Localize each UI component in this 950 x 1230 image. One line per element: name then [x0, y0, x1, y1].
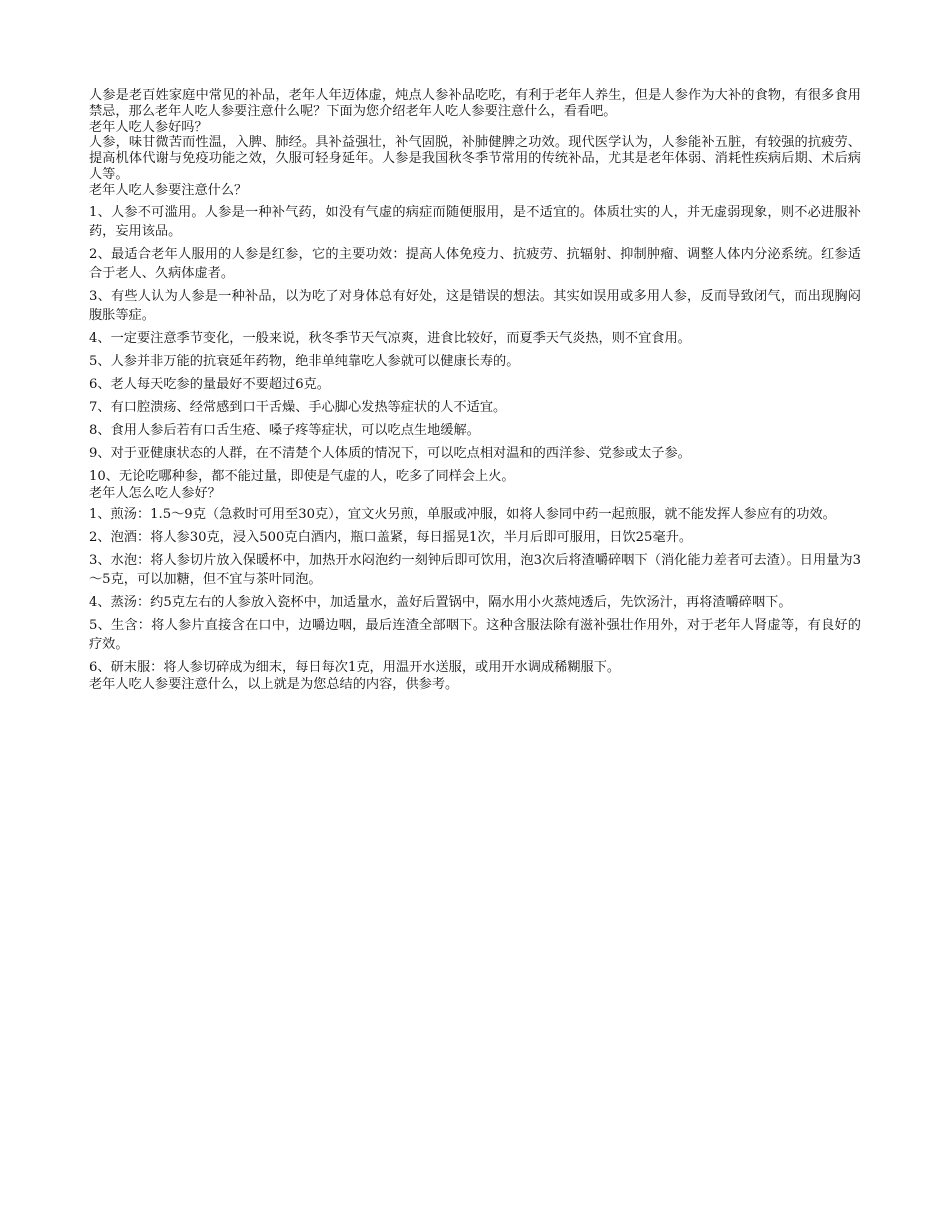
section-heading-benefits: 老年人吃人参好吗？	[89, 119, 208, 135]
list-item: 6、老人每天吃参的量最好不要超过6克。	[89, 376, 330, 392]
article	[89, 88, 861, 693]
list-item: 1、煎汤：1.5～9克（急救时可用至30克），宜文火另煎，单服或冲服，如将人参同中药一起煎服，就不能发挥人参应有的功效。	[89, 507, 836, 523]
list-item: 1、人参不可滥用。人参是一种补气药，如没有气虚的病症而随便服用，是不适宜的。体质壮实的人，并无虚弱现象，则不必进服补药，妄用该品。	[89, 204, 861, 239]
intro-paragraph: 人参是老百姓家庭中常见的补品，老年人年迈体虚，炖点人参补品吃吃，有利于老年人养生，但是人参作为大补的食物，有很多食用禁忌，那么老年人吃人参要注意什么呢？下面为您介绍老年人吃人参要注意什么，看看吧。	[89, 88, 861, 119]
conclusion-paragraph: 老年人吃人参要注意什么，以上就是为您总结的内容，供参考。	[89, 677, 459, 693]
list-item: 7、有口腔溃疡、经常感到口干舌燥、手心脚心发热等症状的人不适宜。	[89, 399, 507, 415]
list-item: 9、对于亚健康状态的人群，在不清楚个人体质的情况下，可以吃点相对温和的西洋参、党参或太子参。	[89, 445, 691, 461]
list-item: 2、泡酒：将人参30克，浸入500克白酒内，瓶口盖紧，每日摇晃1次，半月后即可服用，日饮25毫升。	[89, 530, 693, 546]
section-heading-precautions: 老年人吃人参要注意什么？	[89, 182, 248, 198]
list-item: 6、研末服：将人参切碎成为细末，每日每次1克，用温开水送服，或用开水调成稀糊服下。	[89, 660, 621, 676]
list-item: 2、最适合老年人服用的人参是红参，它的主要功效：提高人体免疫力、抗疲劳、抗辐射、抑制肿瘤、调整人体内分泌系统。红参适合于老人、久病体虚者。	[89, 246, 861, 281]
list-item: 4、一定要注意季节变化，一般来说，秋冬季节天气凉爽，进食比较好，而夏季天气炎热，则不宜食用。	[89, 330, 691, 346]
precautions-list	[89, 203, 861, 486]
benefits-paragraph: 人参，味甘微苦而性温，入脾、肺经。具补益强壮，补气固脱，补肺健脾之功效。现代医学认为，人参能补五脏，有较强的抗疲劳、提高机体代谢与免疫功能之效，久服可轻身延年。人参是我国秋冬季节常用的传统补品，尤其是老年体弱、消耗性疾病后期、术后病人等。	[89, 135, 861, 182]
section-heading-methods: 老年人怎么吃人参好？	[89, 485, 221, 501]
list-item: 3、有些人认为人参是一种补品，以为吃了对身体总有好处，这是错误的想法。其实如误用或多用人参，反而导致闭气，而出现胸闷腹胀等症。	[89, 288, 861, 323]
list-item: 5、人参并非万能的抗衰延年药物，绝非单纯靠吃人参就可以健康长寿的。	[89, 353, 520, 369]
list-item: 5、生含：将人参片直接含在口中，边嚼边咽，最后连渣全部咽下。这种含服法除有滋补强壮作用外，对于老年人肾虚等，有良好的疗效。	[89, 618, 861, 653]
list-item: 3、水泡：将人参切片放入保暖杯中，加热开水闷泡约一刻钟后即可饮用，泡3次后将渣嚼碎咽下（消化能力差者可去渣）。日用量为3～5克，可以加糖，但不宜与茶叶同泡。	[89, 553, 861, 588]
list-item: 10、无论吃哪种参，都不能过量，即使是气虚的人，吃多了同样会上火。	[89, 468, 515, 484]
list-item: 4、蒸汤：约5克左右的人参放入瓷杯中，加适量水，盖好后置锅中，隔水用小火蒸炖透后，先饮汤汁，再将渣嚼碎咽下。	[89, 595, 792, 611]
list-item: 8、食用人参后若有口舌生疮、嗓子疼等症状，可以吃点生地缓解。	[89, 422, 480, 438]
methods-list	[89, 505, 861, 677]
